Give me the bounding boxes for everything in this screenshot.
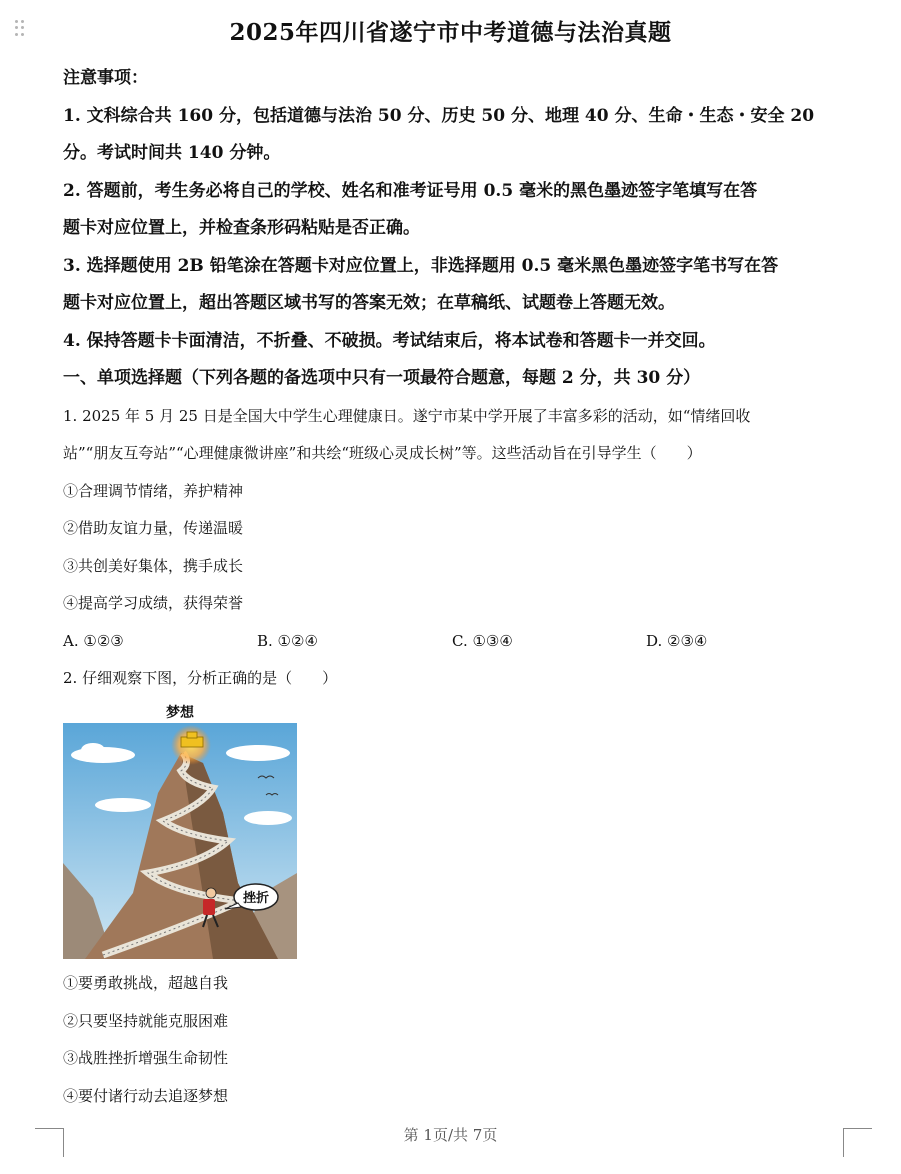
statement-item: ④提高学习成绩，获得荣誉	[63, 594, 244, 612]
page-corner-mark	[35, 1128, 64, 1157]
page-number: 第 1页/共 7页	[403, 1126, 498, 1144]
statement-item: ①合理调节情绪，养护精神	[63, 481, 244, 500]
cartoon-label: 挫折	[242, 891, 270, 906]
dream-mountain-cartoon	[63, 723, 297, 959]
page-title: 2025年四川省遂宁市中考道德与法治真题	[229, 19, 672, 46]
option-d: D. ②③④	[646, 631, 708, 650]
notice-line: 4. 保持答题卡卡面清洁，不折叠、不破损。考试结束后，将本试卷和答题卡一并交回。	[63, 330, 716, 351]
notice-line: 1. 文科综合共 160 分，包括道德与法治 50 分、历史 50 分、地理 40 分、生命・生态・安全 20	[63, 105, 815, 126]
notice-line: 分。考试时间共 140 分钟。	[63, 143, 281, 163]
statement-item: ①要勇敢挑战，超越自我	[63, 974, 229, 992]
question-stem: 站”“朋友互夸站”“心理健康微讲座”和共绘“班级心灵成长树”等。这些活动旨在引导学生（ ）	[63, 444, 702, 462]
statement-item: ③共创美好集体，携手成长	[63, 556, 244, 575]
notice-heading: 注意事项：	[63, 68, 148, 88]
option-c: C. ①③④	[452, 631, 513, 650]
option-a: A. ①②③	[63, 631, 124, 650]
option-b: B. ①②④	[257, 631, 318, 650]
notice-line: 2. 答题前，考生务必将自己的学校、姓名和准考证号用 0.5 毫米的黑色墨迹签字笔填写在答	[63, 180, 758, 201]
cartoon-title: 梦想	[166, 705, 194, 721]
statement-item: ④要付诸行动去追逐梦想	[63, 1086, 229, 1105]
statement-item: ③战胜挫折增强生命韧性	[63, 1049, 229, 1067]
notice-line: 3. 选择题使用 2B 铅笔涂在答题卡对应位置上，非选择题用 0.5 毫米黑色墨迹签字笔书写在答	[63, 255, 779, 276]
statement-item: ②只要坚持就能克服困难	[63, 1011, 229, 1030]
statement-item: ②借助友谊力量，传递温暖	[63, 519, 244, 537]
question-stem: 2. 仔细观察下图，分析正确的是（ ）	[63, 669, 338, 687]
notice-line: 题卡对应位置上，超出答题区域书写的答案无效；在草稿纸、试题卷上答题无效。	[63, 293, 675, 313]
question-stem: 1. 2025 年 5 月 25 日是全国大中学生心理健康日。遂宁市某中学开展了丰富多彩的活动，如“情绪回收	[63, 406, 751, 425]
document-body	[63, 60, 853, 698]
page-corner-mark	[843, 1128, 872, 1157]
section-heading: 一、单项选择题（下列各题的备选项中只有一项最符合题意，每题 2 分，共 30 分）	[63, 368, 701, 388]
q2-statements	[63, 965, 853, 1115]
answer-options	[63, 623, 853, 661]
notice-line: 题卡对应位置上，并检查条形码粘贴是否正确。	[63, 218, 420, 238]
